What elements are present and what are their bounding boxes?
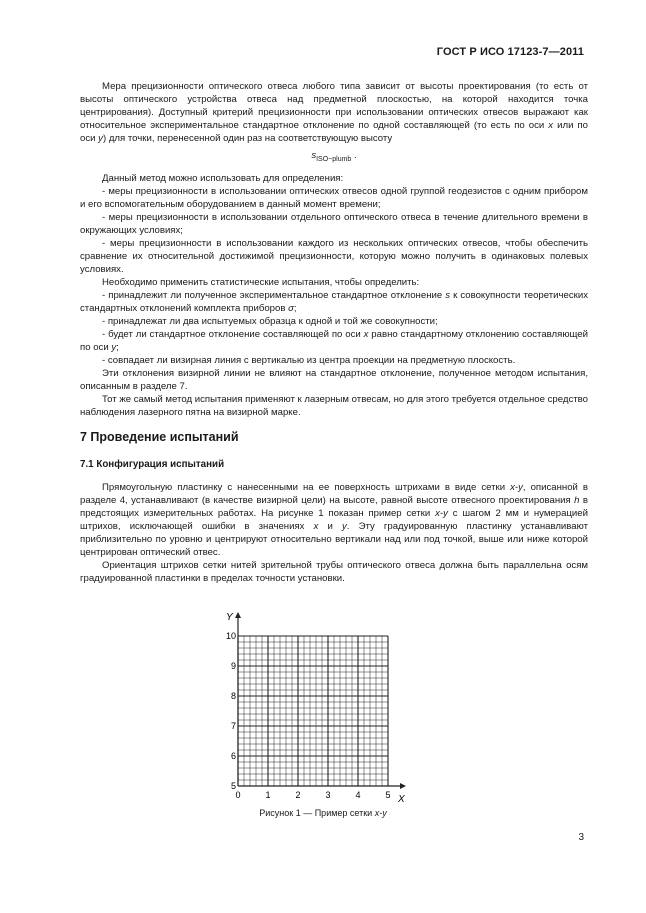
list-item-test-3: - будет ли стандартное отклонение составляющей по оси x равно стандартному отклонению составляющей по оси y; xyxy=(80,328,588,353)
paragraph-tests-intro: Необходимо применить статистические испытания, чтобы определить: xyxy=(102,276,420,288)
list-item-usage-1: - меры прецизионности в использовании оптических отвесов одной группой геодезистов с одним прибором и его вспомогательным оборудованием в данный момент времени; xyxy=(80,185,588,210)
grid-lines xyxy=(238,636,388,786)
y-tick-label: 8 xyxy=(230,691,236,701)
paragraph-deviations: Эти отклонения визирной линии не влияют на стандартное отклонение, полученное методом испытания, описанным в разделе 7. xyxy=(80,367,588,392)
axes xyxy=(235,612,406,789)
y-tick-label: 9 xyxy=(230,661,236,671)
paragraph-usage-intro: Данный метод можно использовать для определения: xyxy=(102,172,344,184)
y-axis-arrow xyxy=(235,612,241,618)
figure-caption: Рисунок 1 — Пример сетки x-y xyxy=(259,808,387,818)
paragraph-laser-plumbs: Тот же самый метод испытания применяют к лазерным отвесам, но для этого требуется отдельное средство наблюдения лазерного пятна на визирной марке. xyxy=(80,393,588,418)
y-tick-label: 5 xyxy=(230,781,236,791)
grid-figure xyxy=(222,606,412,806)
subsection-title: 7.1 Конфигурация испытаний xyxy=(80,458,225,470)
tick-labels xyxy=(226,631,391,800)
paragraph-reticle-orientation: Ориентация штрихов сетки нитей зрительной трубы оптического отвеса должна быть параллельна осям градуированной пластинки в пределах точности установки. xyxy=(80,559,588,584)
list-item-usage-3: - меры прецизионности в использовании каждого из нескольких оптических отвесов, чтобы обеспечить сравнение их относительной достижимой прецизионности, которую можно получить в одинаковых полевых условиях. xyxy=(80,237,588,275)
y-tick-label: 10 xyxy=(225,631,236,641)
x-tick-label: 2 xyxy=(295,790,301,800)
list-item-test-2: - принадлежат ли два испытуемых образца к одной и той же совокупности; xyxy=(102,315,438,327)
page-number: 3 xyxy=(578,832,584,843)
section-title: 7 Проведение испытаний xyxy=(80,429,239,444)
y-axis-label: Y xyxy=(226,612,233,623)
x-tick-label: 1 xyxy=(265,790,271,800)
x-tick-label: 5 xyxy=(385,790,391,800)
x-tick-label: 4 xyxy=(355,790,361,800)
x-tick-label: 3 xyxy=(325,790,331,800)
y-tick-label: 7 xyxy=(230,721,236,731)
list-item-usage-2: - меры прецизионности в использовании отдельного оптического отвеса в течение длительного времени в окружающих условиях; xyxy=(80,211,588,236)
x-axis-arrow xyxy=(400,783,406,789)
paragraph-plate-setup: Прямоугольную пластинку с нанесенными на ее поверхность штрихами в виде сетки x-y, описанной в разделе 4, устанавливают (в качестве визирной цели) на высоте, равной высоте отвесного проектирования h в предстоящих измерительных работах. На рисунке 1 показан пример сетки x-y с шагом 2 мм и нумерацией штрихов, исключающей ошибки в значениях x и y. Эту градуированную пластинку устанавливают приблизительно по уровню и центрируют относительно вертикали над или под точкой, выше или ниже которой центрирован оптический отвес. xyxy=(80,481,589,558)
y-tick-label: 6 xyxy=(230,751,236,761)
document-header: ГОСТ Р ИСО 17123-7—2011 xyxy=(436,46,584,58)
x-axis-label: X xyxy=(398,794,405,805)
body-text-top xyxy=(80,80,588,585)
formula-s-iso-plumb: $s_{ISO-plumb}$ . xyxy=(311,150,357,163)
list-item-test-1: - принадлежит ли полученное экспериментальное стандартное отклонение s к совокупности теоретических стандартных отклонений комплекта приборов σ; xyxy=(80,289,588,314)
paragraph-precision-measure: Мера прецизионности оптического отвеса любого типа зависит от высоты проектирования (то есть от высоты оптического устройства отвеса над предметной плоскостью, на которой находится точка центрирования). Доступный критерий прецизионности при использовании оптических отвесов выражают как относительное экспериментальное стандартное отклонение по одной составляющей (то есть по оси x или по оси y) для точки, перенесенной один раз на соответствующую высоту xyxy=(80,81,588,144)
x-tick-label: 0 xyxy=(235,790,241,800)
list-item-test-4: - совпадает ли визирная линия с вертикалью из центра проекции на предметную плоскость. xyxy=(102,354,516,366)
